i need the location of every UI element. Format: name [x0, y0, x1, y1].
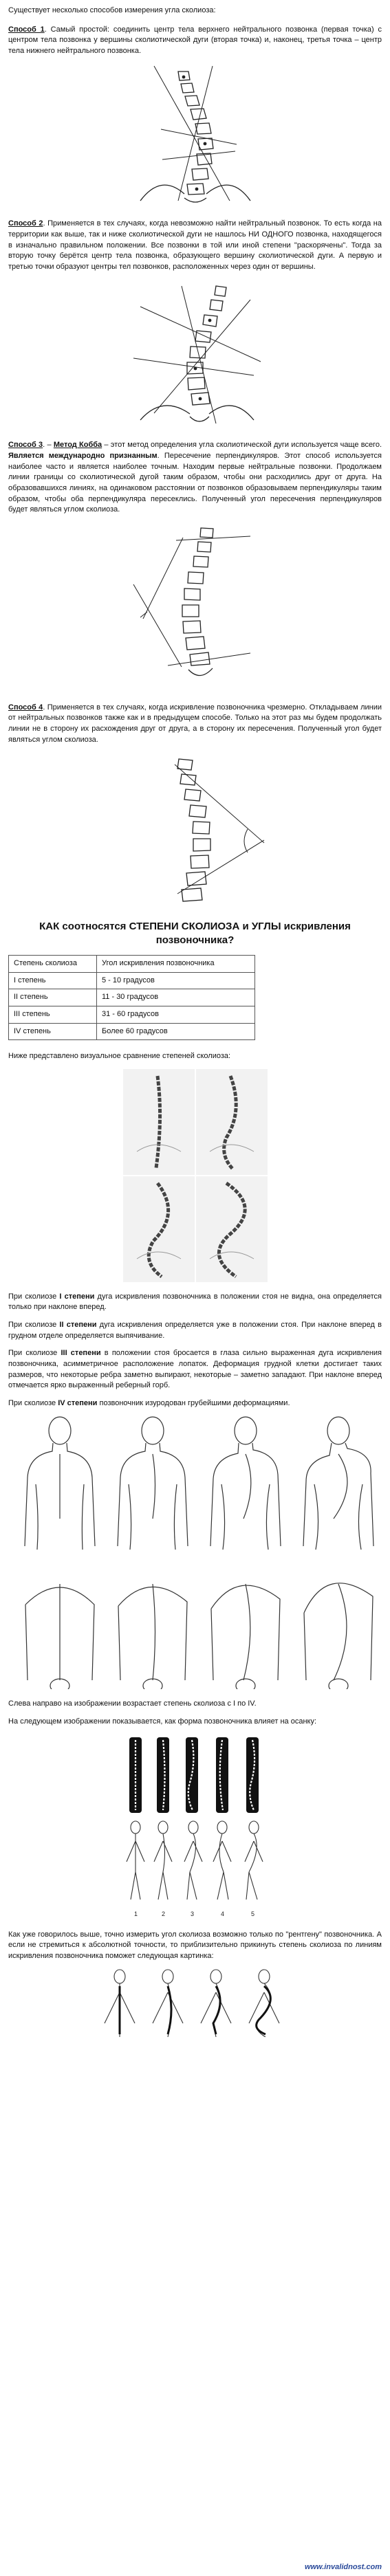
posture-number: 5	[251, 1910, 255, 1917]
degree-4-description: При сколиозе IV степени позвоночник изуродован грубейшими деформациями.	[8, 1398, 290, 1407]
method-3-title: Способ 3	[8, 441, 43, 450]
posture-number: 1	[134, 1910, 138, 1917]
intro-text: Существует несколько способов измерения угла сколиоза:	[8, 6, 216, 14]
site-watermark: www.invalidnost.com	[304, 2563, 382, 2572]
table-cell: IV степень	[9, 1023, 97, 1040]
method-3-mid: – этот метод определения угла сколиотической дуги используется чаще всего.	[102, 441, 382, 450]
posture-number: 3	[191, 1910, 195, 1917]
table-row	[9, 1006, 255, 1024]
table-cell: I степень	[9, 972, 97, 989]
degree-4-label: IV степени	[58, 1398, 98, 1407]
left-to-right-caption: Слева направо на изображении возрастает степень сколиоза с I по IV.	[8, 1699, 257, 1708]
scoliosis-bodies-figure	[8, 1416, 382, 1689]
method-3-text: . Пересечение перпендикуляров. Этот способ используется наиболее часто и является наиболее точным. Находим первые нейтральные позвонки. Продолжаем линии границы со сколиотической дугой таким образом, чтобы они расходились друг от друга. На образовавшихся линиях, на одинаковом расстоянии от позвонков образовываем перпендикуляры таким образом, чтобы оба перпендикуляра пересеклись. Полученный угол пересечения перпендикуляров будет являться углом сколиоза.	[8, 452, 382, 514]
table-cell: II степень	[9, 989, 97, 1006]
spine-curves-figure	[92, 1968, 299, 2037]
posture-intro: На следующем изображении показывается, как форма позвоночника влияет на осанку:	[8, 1717, 317, 1726]
degrees-question-title: КАК соотносятся СТЕПЕНИ СКОЛИОЗА и УГЛЫ искривления позвоночника?	[39, 921, 351, 946]
spine-xray-drawing-1	[113, 63, 278, 209]
degree-1-description: При сколиозе I степени дуга искривления позвоночника в положении стоя не видна, она определяется только при наклоне вперед.	[8, 1292, 382, 1312]
table-cell: 31 - 60 градусов	[97, 1006, 255, 1024]
method-1-text: . Самый простой: соединить центр тела верхнего нейтрального позвонка (первая точка) с центром тела позвонка у вершины сколиотической дуги (вторая точка) и, наконец, третья точка – центр тела нижнего нейтрального позвонка.	[8, 25, 382, 55]
method-1-title: Способ 1	[8, 25, 45, 34]
degree-2-label: II степени	[59, 1321, 97, 1330]
method-3-name: Метод Кобба	[53, 441, 102, 450]
table-row	[9, 972, 255, 989]
method-3-figure	[113, 522, 278, 693]
scoliosis-bodies-drawing	[8, 1416, 382, 1689]
degree-1-label: I степени	[59, 1292, 95, 1301]
degree-3-label: III степени	[61, 1349, 101, 1358]
method-4-paragraph	[8, 703, 382, 745]
table-cell: 11 - 30 градусов	[97, 989, 255, 1006]
method-1-paragraph	[8, 25, 382, 57]
method-2-paragraph	[8, 219, 382, 272]
table-row	[9, 989, 255, 1006]
posture-drawing	[114, 1735, 276, 1920]
spine-intersection-drawing	[113, 752, 278, 910]
closing-paragraph: Как уже говорилось выше, точно измерить угол сколиоза возможно только по "рентгену" позвоночника. А если не стремиться к абсолютной точности, то приблизительно прикинуть степень сколиоза по линиям искривления позвоночника поможет следующая картинка:	[8, 1930, 382, 1960]
table-header-cell: Степень сколиоза	[9, 956, 97, 973]
method-4-text: . Применяется в тех случаях, когда искривление позвоночника чрезмерно. Откладываем линии от нейтральных позвонков также как и в предыдущем способе. Только на этот раз мы будем продолжать линии не в сторону их расхождения друг от друга, а в сторону их пересечения. Полученный угол будет являться углом сколиоза.	[8, 703, 382, 744]
table-cell: 5 - 10 градусов	[97, 972, 255, 989]
degrees-xray-grid	[123, 1069, 268, 1282]
method-1-figure	[113, 63, 278, 209]
method-4-title: Способ 4	[8, 703, 43, 712]
table-row	[9, 1023, 255, 1040]
method-4-figure	[113, 752, 278, 910]
table-header-row	[9, 956, 255, 973]
table-header-cell: Угол искривления позвоночника	[97, 956, 255, 973]
posture-number: 4	[221, 1910, 225, 1917]
method-3-prefix: . –	[43, 441, 54, 450]
degrees-table	[8, 955, 255, 1040]
posture-figure	[114, 1735, 276, 1920]
method-2-figure	[113, 279, 278, 430]
degrees-xray-figure	[123, 1069, 268, 1282]
spine-curves-drawing	[92, 1968, 299, 2037]
table-cell: Более 60 градусов	[97, 1023, 255, 1040]
degree-3-description: При сколиозе III степени в положении стоя бросается в глаза сильно выраженная дуга искривления позвоночника, асимметричное расположение лопаток. Деформация грудной клетки достигает таких размеров, что некоторые ребра заметно выпирают, некоторые – заметно западают. При наклоне вперед отмечается ярко выраженный реберный горб.	[8, 1349, 382, 1390]
spine-cobb-drawing	[113, 522, 278, 693]
table-cell: III степень	[9, 1006, 97, 1024]
method-3-paragraph	[8, 440, 382, 515]
spine-xray-drawing-2	[113, 279, 278, 430]
degree-2-description: При сколиозе II степени дуга искривления определяется уже в положении стоя. При наклоне вперед в грудном отделе определяется выпячивание.	[8, 1321, 382, 1340]
method-2-title: Способ 2	[8, 219, 43, 228]
method-2-text: . Применяется в тех случаях, когда невозможно найти нейтральный позвонок. То есть когда на территории как выше, так и ниже сколиотической дуги не нашлось НИ ОДНОГО позвонка, находящегося в изначально правильном положении. Все позвонки в той или иной степени "раскорячены". Тогда за вторую точку берётся центр тела позвонка, образующего вершину сколиотической дуги. А первую и третью точки образуют центры тел позвонков, расположенных через один от вершины.	[8, 219, 382, 271]
posture-number: 2	[162, 1910, 166, 1917]
visual-comparison-caption: Ниже представлено визуальное сравнение степеней сколиоза:	[8, 1052, 231, 1061]
method-3-recognition: Является международно признанным	[8, 452, 158, 461]
